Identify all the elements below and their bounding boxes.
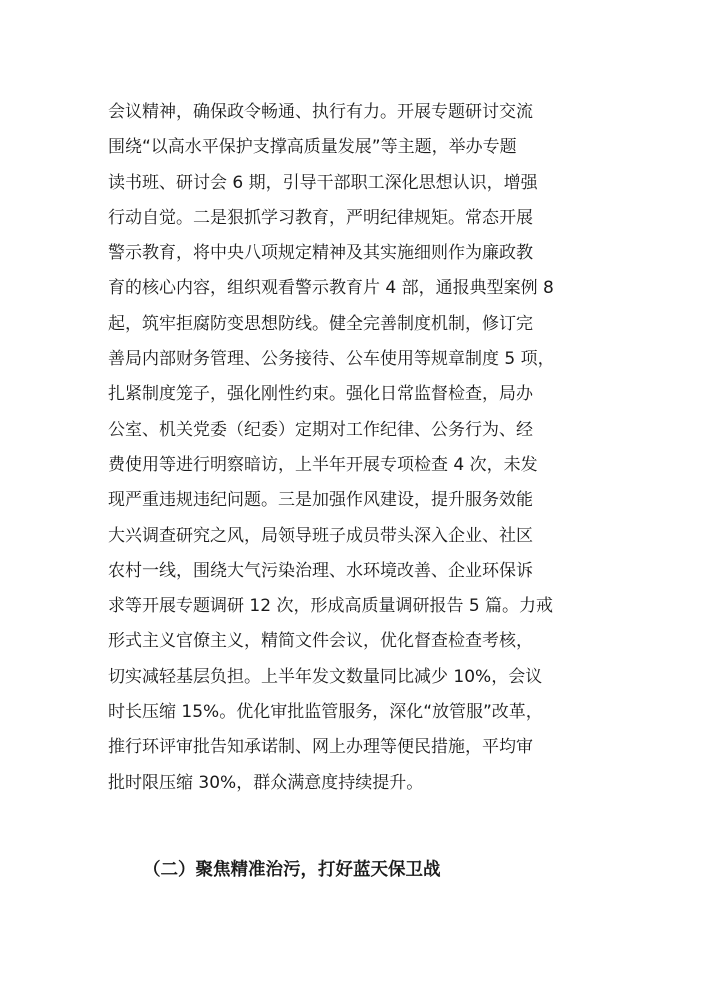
paragraph-line-7: 起，筑牢拒腐防变思想防线。健全完善制度机制，修订完	[108, 313, 533, 334]
paragraph-line-16: 形式主义官僚主义，精简文件会议，优化督查检查考核，	[108, 631, 533, 652]
paragraph-line-11: 费使用等进行明察暗访，上半年开展专项检查 4 次，未发	[108, 454, 538, 475]
paragraph-line-18: 时长压缩 15%。优化审批监管服务，深化“放管服”改革，	[108, 702, 543, 723]
paragraph-line-14: 农村一线，围绕大气污染治理、水环境改善、企业环保诉	[108, 560, 533, 581]
paragraph-line-19: 推行环评审批告知承诺制、网上办理等便民措施，平均审	[108, 737, 533, 758]
paragraph-line-13: 大兴调查研究之风，局领导班子成员带头深入企业、社区	[108, 525, 533, 546]
paragraph-line-6: 育的核心内容，组织观看警示教育片 4 部，通报典型案例 8	[108, 278, 554, 299]
paragraph-line-9: 扎紧制度笼子，强化刚性约束。强化日常监督检查，局办	[108, 384, 533, 405]
body-paragraph	[108, 95, 608, 801]
paragraph-line-8: 善局内部财务管理、公务接待、公车使用等规章制度 5 项，	[108, 349, 555, 370]
paragraph-line-12: 现严重违规违纪问题。三是加强作风建设，提升服务效能	[108, 490, 533, 511]
paragraph-line-3: 读书班、研讨会 6 期，引导干部职工深化思想认识，增强	[108, 172, 538, 193]
paragraph-line-5: 警示教育，将中央八项规定精神及其实施细则作为廉政教	[108, 243, 533, 264]
paragraph-line-20: 批时限压缩 30%，群众满意度持续提升。	[108, 772, 424, 793]
paragraph-line-17: 切实减轻基层负担。上半年发文数量同比减少 10%，会议	[108, 666, 543, 687]
paragraph-line-4: 行动自觉。二是狠抓学习教育，严明纪律规矩。常态开展	[108, 207, 533, 228]
paragraph-line-2: 围绕“以高水平保护支撑高质量发展”等主题，举办专题	[108, 137, 517, 158]
section-heading: （二）聚焦精准治污，打好蓝天保卫战	[143, 860, 441, 880]
paragraph-line-1: 会议精神，确保政令畅通、执行有力。开展专题研讨交流	[108, 102, 533, 122]
paragraph-line-10: 公室、机关党委（纪委）定期对工作纪律、公务行为、经	[108, 419, 533, 440]
paragraph-line-15: 求等开展专题调研 12 次，形成高质量调研报告 5 篇。力戒	[108, 596, 554, 617]
